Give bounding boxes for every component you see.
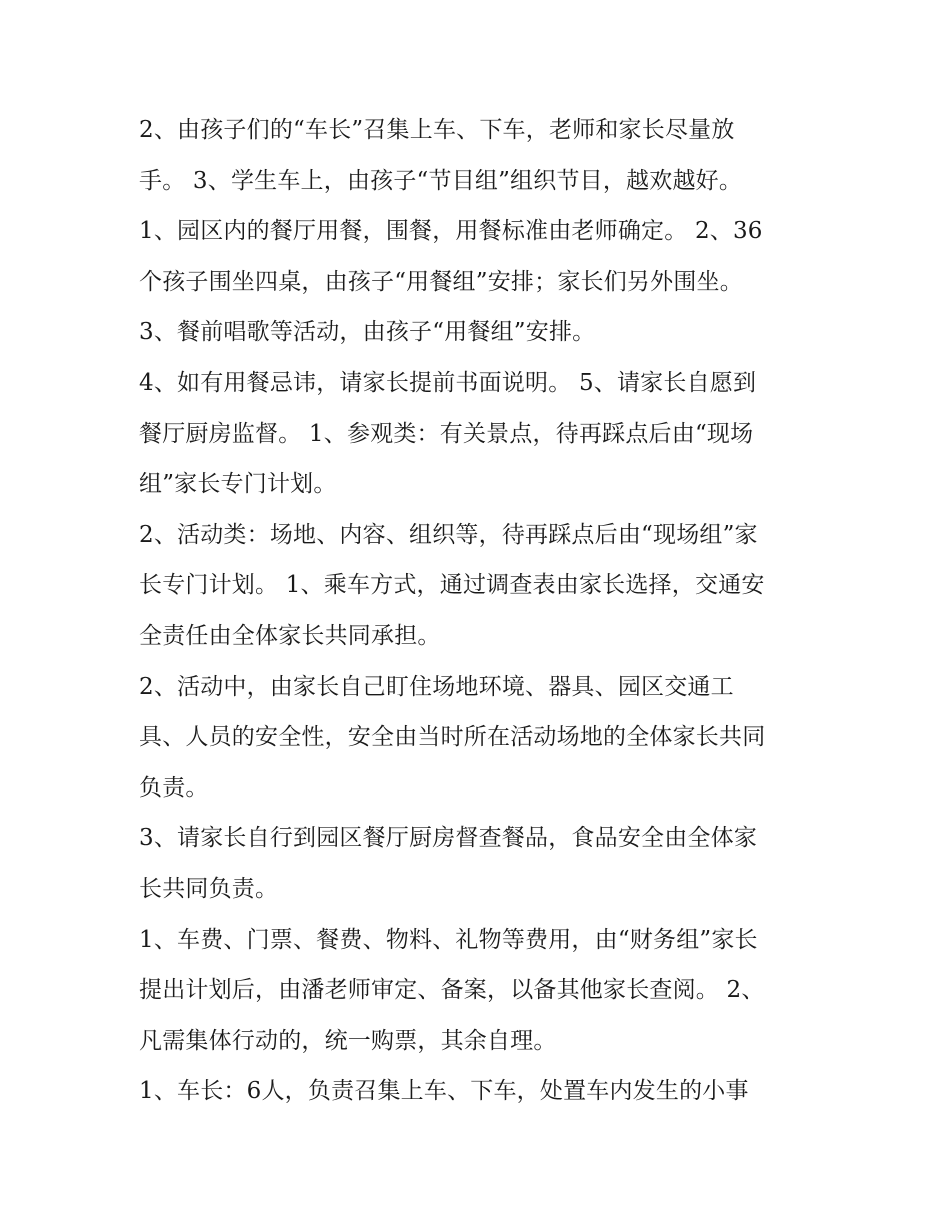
text-line: 1、车长：6人，负责召集上车、下车，处置车内发生的小事 — [139, 1078, 749, 1105]
text-line: 手。 3、学生车上，由孩子“节目组”组织节目，越欢越好。 — [139, 167, 743, 194]
text-line: 个孩子围坐四桌，由孩子“用餐组”安排；家长们另外围坐。 — [139, 268, 743, 295]
text-line: 2、由孩子们的“车长”召集上车、下车，老师和家长尽量放 — [139, 117, 735, 143]
text-line: 全责任由全体家长共同承担。 — [139, 622, 441, 649]
text-line: 1、车费、门票、餐费、物料、礼物等费用，由“财务组”家长 — [139, 926, 758, 953]
text-line: 长专门计划。 1、乘车方式，通过调查表由家长选择，交通安 — [139, 572, 765, 599]
text-line: 2、活动类：场地、内容、组织等，待再踩点后由“现场组”家 — [139, 521, 758, 548]
text-line: 2、活动中，由家长自己盯住场地环境、器具、园区交通工 — [139, 673, 734, 700]
text-line: 长共同负责。 — [139, 875, 279, 902]
text-line: 3、餐前唱歌等活动，由孩子“用餐组”安排。 — [139, 319, 596, 346]
text-line: 具、人员的安全性，安全由当时所在活动场地的全体家长共同 — [139, 724, 766, 751]
text-line: 提出计划后，由潘老师审定、备案，以备其他家长查阅。 2、 — [139, 977, 765, 1004]
text-line: 3、请家长自行到园区餐厅厨房督查餐品，食品安全由全体家 — [139, 825, 758, 852]
text-line: 负责。 — [139, 774, 209, 801]
text-line: 4、如有用餐忌讳，请家长提前书面说明。 5、请家长自愿到 — [139, 369, 757, 396]
text-line: 餐厅厨房监督。 1、参观类：有关景点，待再踩点后由“现场 — [139, 420, 754, 447]
text-line: 组”家长专门计划。 — [139, 471, 337, 498]
body-text — [139, 110, 829, 1122]
text-line: 1、园区内的餐厅用餐，围餐，用餐标准由老师确定。 2、36 — [139, 218, 763, 245]
text-line: 凡需集体行动的，统一购票，其余自理。 — [139, 1027, 557, 1054]
